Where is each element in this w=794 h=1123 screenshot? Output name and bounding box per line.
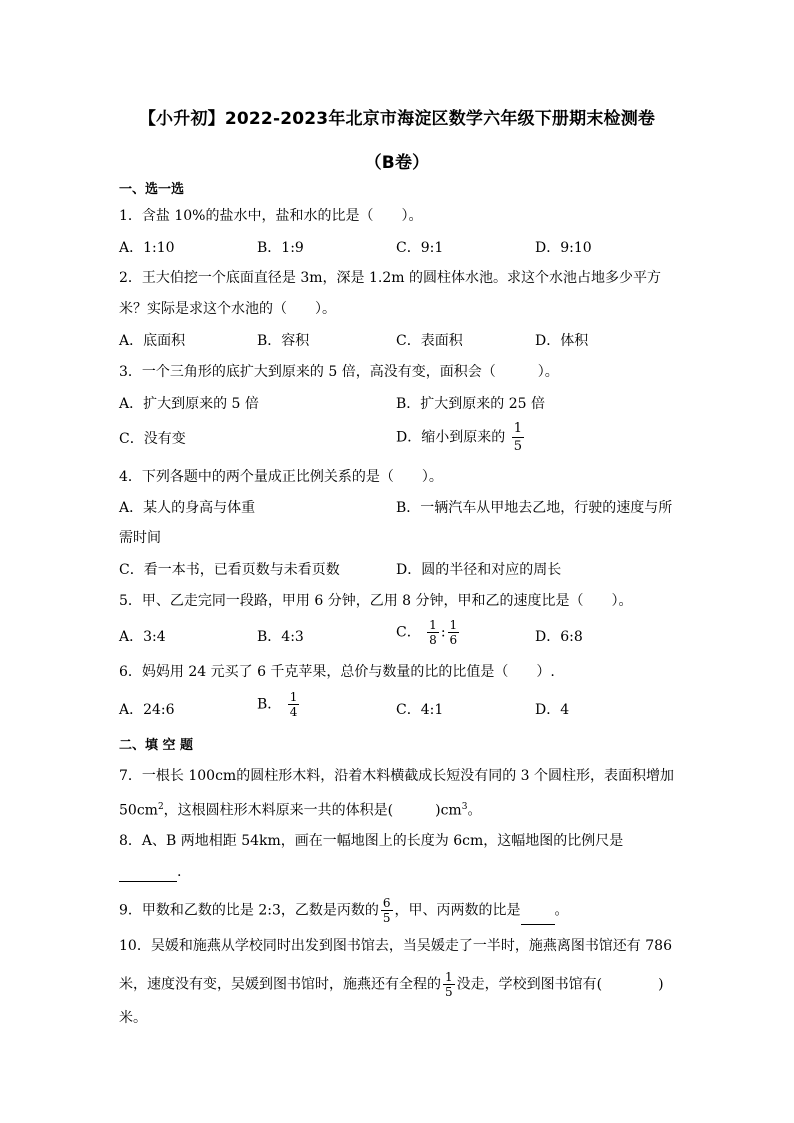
question-4-option-b-line2: 需时间 [119,530,161,546]
q9-text-b: ，甲、丙两数的比是 [394,902,521,919]
question-4-stem: 4．下列各题中的两个量成正比例关系的是（ ）。 [119,469,443,485]
question-3-option-d-text: D．缩小到原来的 [396,429,506,446]
question-1-option-b: B．1:9 [257,240,304,256]
question-6-option-a: A．24:6 [119,702,175,718]
question-2-option-d: D．体积 [535,333,589,349]
fraction-six-fifths: $\frac{6}{5}$ [382,896,391,925]
question-10-stem-line1: 10．吴媛和施燕从学校同时出发到图书馆去，当吴媛走了一半时，施燕离图书馆还有 786 [119,938,672,954]
fraction-one-sixth: $\frac{1}{6}$ [449,618,458,647]
question-5-option-c [396,618,461,647]
fraction-one-fifth: $\frac{1}{5}$ [513,421,522,454]
question-3-option-d [396,420,526,455]
question-4-option-c: C．看一本书，已看页数与未看页数 [119,562,340,578]
q8-period: . [177,864,182,880]
page-subtitle: （B卷） [364,153,430,173]
q7-volume-text: ，这根圆柱形木料原来一共的体积是( )cm [163,802,462,819]
question-2-stem-line1: 2．王大伯挖一个底面直径是 3m，深是 1.2m 的圆柱体水池。求这个水池占地多少平方 [119,270,661,286]
q10-text-a: 米，速度没有变，吴媛到图书馆时，施燕还有全程的 [119,976,441,993]
question-3-option-a: A．扩大到原来的 5 倍 [119,396,259,412]
page-title: 【小升初】2022-2023年北京市海淀区数学六年级下册期末检测卷 [138,109,656,129]
question-2-option-c: C．表面积 [396,333,463,349]
question-3-stem: 3．一个三角形的底扩大到原来的 5 倍，高没有变，面积会（ ）。 [119,364,559,380]
fraction-one-eighth: $\frac{1}{8}$ [429,618,437,647]
question-5-option-d: D．6:8 [535,629,583,645]
question-4-option-d: D．圆的半径和对应的周长 [396,562,562,578]
q9-text-a: 9．甲数和乙数的比是 2:3，乙数是丙数的 [119,902,379,919]
question-10-stem-line3: 米。 [119,1010,147,1026]
question-7-stem-line1: 7．一根长 100cm的圆柱形木料，沿着木料横截成长短没有同的 3 个圆柱形，表面积增加 [119,768,675,784]
question-1-option-a: A．1:10 [119,240,175,256]
fraction-one-fifth-q10: $\frac{1}{5}$ [445,970,453,999]
question-8-stem-line2 [119,862,181,882]
question-8-stem-line1: 8．A、B 两地相距 54km，画在一幅地图上的长度为 6cm，这幅地图的比例尺是 [119,833,624,849]
question-10-stem-line2 [119,970,664,999]
question-5-option-c-label: C． [396,624,421,641]
question-4-option-a: A．某人的身高与体重 [119,500,256,516]
q7-area-value: 50cm [119,802,158,819]
question-6-option-c: C．4:1 [396,702,444,718]
question-5-option-a: A．3:4 [119,629,166,645]
question-1-option-c: C．9:1 [396,240,444,256]
section-heading-fill-in: 二、填 空 题 [119,738,194,753]
question-3-option-b: B．扩大到原来的 25 倍 [396,396,546,412]
question-9-stem [119,896,569,925]
q7-superscript-3: 3 [461,802,468,812]
q7-superscript-2: 2 [157,802,164,812]
q10-text-b: 没走，学校到图书馆有( ) [456,976,664,993]
answer-blank[interactable] [119,865,177,882]
question-6-option-b-label: B． [257,696,282,713]
question-5-option-b: B．4:3 [257,629,304,645]
question-7-stem-line2 [119,797,481,821]
question-2-option-b: B．容积 [257,333,310,349]
question-5-stem: 5．甲、乙走完同一段路，甲用 6 分钟，乙用 8 分钟，甲和乙的速度比是（ ）。 [119,593,633,609]
question-6-option-d: D．4 [535,702,570,718]
section-heading-multiple-choice: 一、选一选 [119,182,185,197]
q7-period: 。 [467,802,482,819]
question-4-option-b-line1: B．一辆汽车从甲地去乙地，行驶的速度与所 [396,500,673,516]
question-1-option-d: D．9:10 [535,240,592,256]
question-2-option-a: A．底面积 [119,333,186,349]
question-2-stem-line2: 米？实际是求这个水池的（ ）。 [119,301,336,317]
question-1-stem: 1．含盐 10%的盐水中，盐和水的比是（ ）。 [119,208,423,224]
question-3-option-c: C．没有变 [119,431,186,447]
question-6-stem: 6．妈妈用 24 元买了 6 千克苹果，总价与数量的比的比值是（ ）. [119,664,555,680]
answer-blank[interactable] [521,908,555,925]
ratio-colon: : [440,624,446,641]
question-6-option-b [257,690,301,719]
q9-period: 。 [554,902,569,919]
fraction-one-quarter: $\frac{1}{4}$ [289,690,298,719]
